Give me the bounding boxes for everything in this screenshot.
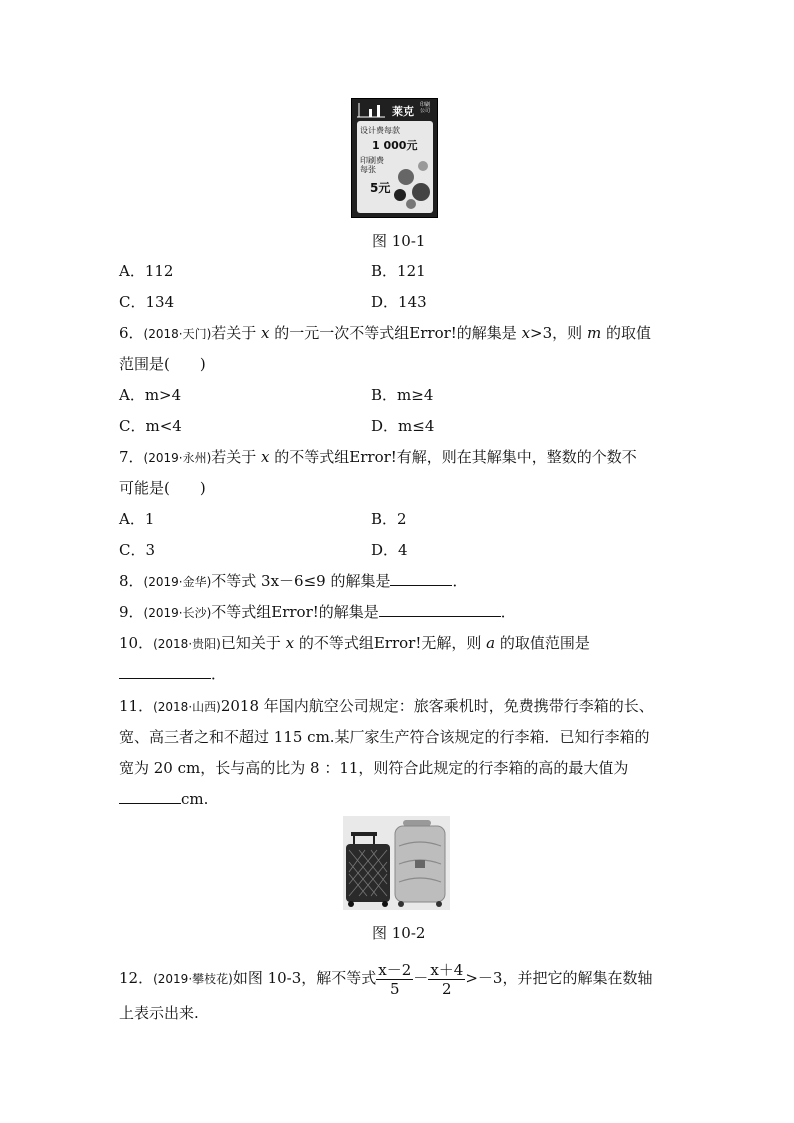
flyer-decor-dot xyxy=(406,199,416,209)
q6-option-c: C．m<4 xyxy=(119,417,182,435)
flyer-design-fee-label: 设计费每款 xyxy=(360,126,400,135)
figure-10-2-caption: 图 10-2 xyxy=(372,924,426,942)
q7-text: 的不等式组Error!有解，则在其解集中，整数的个数不 xyxy=(269,448,637,466)
q10-text: 的不等式组Error!无解，则 xyxy=(294,634,487,652)
q5-option-c: C．134 xyxy=(119,293,175,311)
figure-10-1-caption: 图 10-1 xyxy=(372,232,426,250)
q11-line2: 宽、高三者之和不超过 115 cm.某厂家生产符合该规定的行李箱．已知行李箱的 xyxy=(119,728,650,746)
q6-var-m: m xyxy=(586,324,602,342)
q12-source: (2019·攀枝花) xyxy=(153,972,233,986)
luggage-icon xyxy=(343,816,450,910)
q5-option-b: B．121 xyxy=(371,262,426,280)
q6-option-d: D．m≤4 xyxy=(371,417,435,435)
q7-stem-line2: 可能是( ) xyxy=(119,479,206,497)
q6-text: 若关于 xyxy=(211,324,262,342)
q10-var-x: x xyxy=(285,634,295,652)
q5-option-a: A．112 xyxy=(119,262,174,280)
q11-source: (2018·山西) xyxy=(153,700,221,714)
q10-text: 已知关于 xyxy=(220,634,286,652)
flyer-decor-dot xyxy=(394,189,406,201)
flyer-decor-dot xyxy=(398,169,414,185)
q6-option-a: A．m>4 xyxy=(119,386,182,404)
q12-fraction-1-denominator: 5 xyxy=(390,979,400,998)
flyer-design-fee-value: 1 000元 xyxy=(372,139,418,152)
q12-fraction-1-numerator: x－2 xyxy=(378,960,412,979)
q11-text: 2018 年国内航空公司规定：旅客乘机时，免费携带行李箱的长、 xyxy=(220,697,654,715)
flyer-decor-dot xyxy=(412,183,430,201)
q7-option-c: C．3 xyxy=(119,541,156,559)
q10-stem xyxy=(119,633,590,654)
q10-stem-line2 xyxy=(119,664,226,684)
q12-line2: 上表示出来. xyxy=(119,1004,199,1022)
q10-end: ． xyxy=(211,665,227,683)
q10-text: 的取值范围是 xyxy=(495,634,590,652)
q10-answer-blank[interactable] xyxy=(119,664,211,679)
q7-option-d: D．4 xyxy=(371,541,408,559)
q12-number: 12． xyxy=(119,969,154,987)
q11-line3: 宽为 20 cm，长与高的比为 8 ：11，则符合此规定的行李箱的高的最大值为 xyxy=(119,759,629,777)
q6-stem-line2: 范围是( ) xyxy=(119,355,206,373)
q10-source: (2018·贵阳) xyxy=(153,637,221,651)
q7-number: 7． xyxy=(119,448,144,466)
flyer-brand-small: 印刷公司 xyxy=(420,102,431,114)
q12-text: 如图 10-3，解不等式 xyxy=(232,969,377,987)
q7-stem xyxy=(119,447,637,468)
q11-number: 11． xyxy=(119,697,154,715)
q6-text: 的一元一次不等式组Error!的解集是 xyxy=(269,324,522,342)
q11-line4 xyxy=(119,789,208,809)
printing-flyer-image xyxy=(351,98,438,218)
luggage-photo xyxy=(343,816,450,910)
q6-cond-var: x xyxy=(521,324,531,342)
q8-stem xyxy=(119,571,467,592)
q8-number: 8． xyxy=(119,572,144,590)
q9-text: 不等式组Error!的解集是 xyxy=(211,603,379,621)
q6-option-b: B．m≥4 xyxy=(371,386,434,404)
q12-text: >－3，并把它的解集在数轴 xyxy=(465,969,653,987)
flyer-brand: 莱克 xyxy=(392,105,414,118)
q11-answer-blank[interactable] xyxy=(119,789,181,804)
q5-option-d: D．143 xyxy=(371,293,427,311)
bar-chart-icon xyxy=(355,101,389,119)
q6-number: 6． xyxy=(119,324,144,342)
q9-source: (2019·长沙) xyxy=(143,606,212,620)
q12-fraction-2-denominator: 2 xyxy=(442,979,452,998)
q9-end: ． xyxy=(500,603,516,621)
q8-end: ． xyxy=(452,572,468,590)
q12-minus: － xyxy=(413,969,429,987)
q7-option-b: B．2 xyxy=(371,510,407,528)
q8-answer-blank[interactable] xyxy=(390,571,452,586)
q12-fraction-2 xyxy=(428,961,465,998)
q11-line1 xyxy=(119,696,654,717)
q7-source: (2019·永州) xyxy=(143,451,212,465)
q9-number: 9． xyxy=(119,603,144,621)
q12-fraction-2-numerator: x＋4 xyxy=(430,960,464,979)
q6-text: 的取值 xyxy=(601,324,651,342)
q6-text: >3，则 xyxy=(530,324,587,342)
q7-option-a: A．1 xyxy=(119,510,155,528)
q8-text: 不等式 3x－6≤9 的解集是 xyxy=(211,572,391,590)
q12-stem xyxy=(119,952,652,1005)
q10-number: 10． xyxy=(119,634,154,652)
q7-text: 若关于 xyxy=(211,448,262,466)
q6-var-x: x xyxy=(261,324,270,342)
flyer-print-fee-label: 印刷费每张 xyxy=(360,156,384,174)
flyer-print-fee-value: 5元 xyxy=(370,181,391,195)
q9-answer-blank[interactable] xyxy=(379,602,501,617)
q9-stem xyxy=(119,602,516,623)
q12-fraction-1 xyxy=(376,961,413,998)
q6-stem xyxy=(119,323,651,344)
q11-unit: cm. xyxy=(181,790,209,808)
q7-var-x: x xyxy=(261,448,270,466)
q6-source: (2018·天门) xyxy=(143,327,212,341)
q10-var-a: a xyxy=(486,634,496,652)
flyer-decor-dot xyxy=(418,161,428,171)
q8-source: (2019·金华) xyxy=(143,575,212,589)
